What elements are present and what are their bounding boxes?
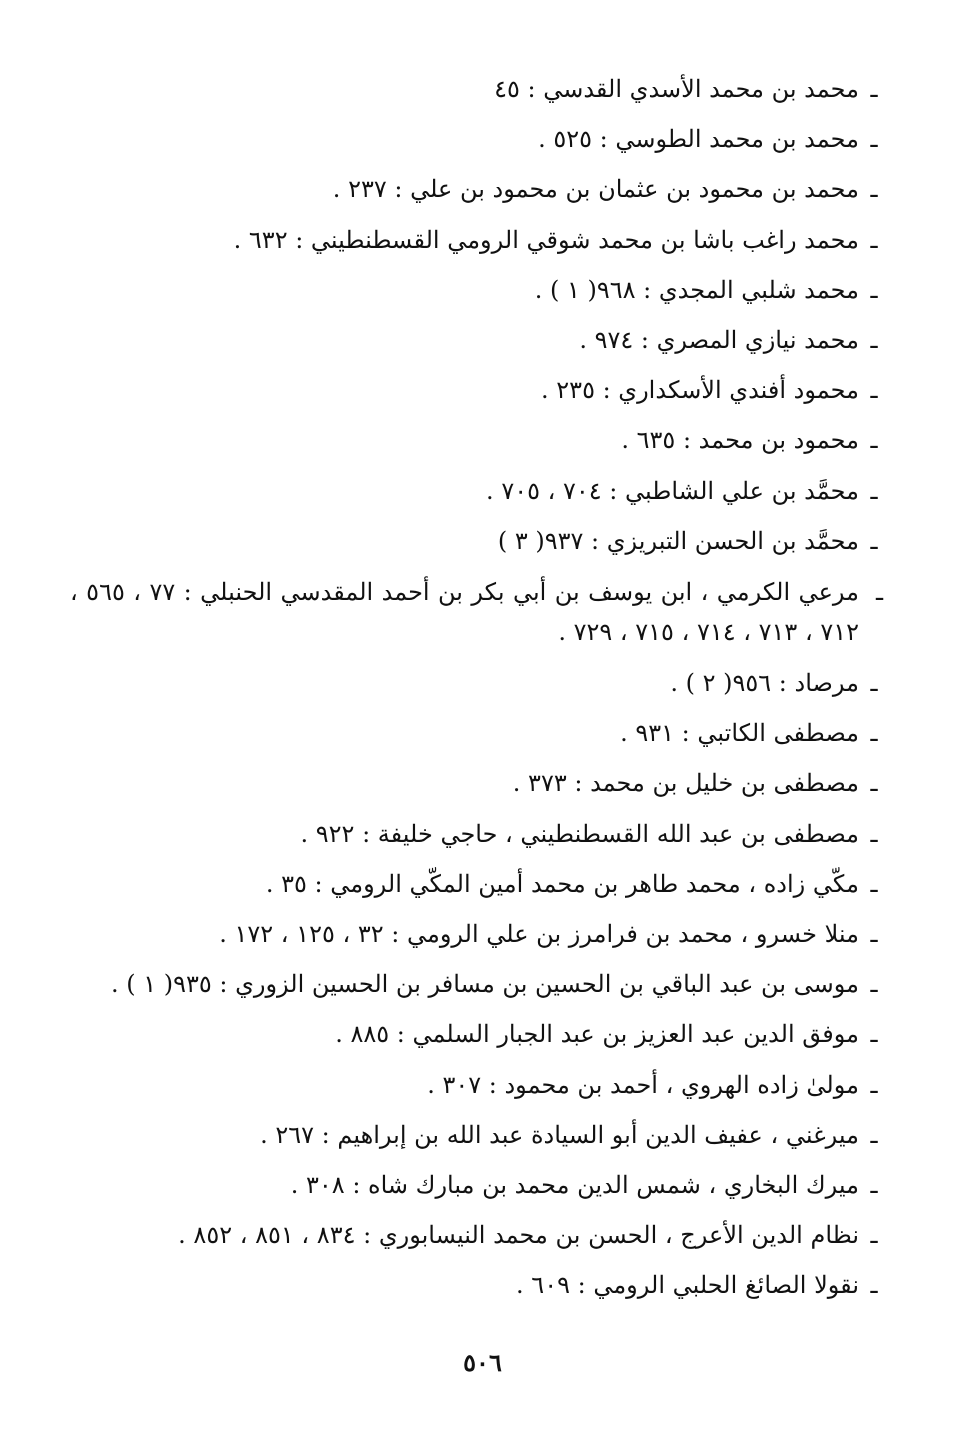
entry-text: محمد راغب باشا بن محمد شوقي الرومي القسطنطيني : ٦٣٢ . bbox=[233, 225, 859, 254]
name-index-list bbox=[70, 70, 883, 1317]
entry-dash: ـ bbox=[870, 225, 878, 254]
entry-text: مصطفى بن عبد الله القسطنطيني ، حاجي خليفة : ٩٢٢ . bbox=[300, 819, 859, 848]
entry-text: محمَّد بن الحسن التبريزي : ٩٣٧( ٣ ) bbox=[497, 526, 859, 555]
entry-dash: ـ bbox=[870, 426, 878, 455]
index-entry bbox=[70, 1266, 883, 1304]
entry-text: نظام الدين الأعرج ، الحسن بن محمد النيسابوري : ٨٣٤ ، ٨٥١ ، ٨٥٢ . bbox=[178, 1221, 859, 1250]
entry-dash: ـ bbox=[875, 577, 883, 606]
entry-dash: ـ bbox=[870, 376, 878, 405]
entry-text: محمد شلبي المجدي : ٩٦٨( ١ ) . bbox=[534, 275, 859, 304]
entry-dash: ـ bbox=[870, 1120, 878, 1149]
index-entry bbox=[70, 421, 883, 459]
entry-dash: ـ bbox=[870, 869, 878, 898]
entry-dash: ـ bbox=[870, 769, 878, 798]
entry-text: ميرغني ، عفيف الدين أبو السيادة عبد الله بن إبراهيم : ٢٦٧ . bbox=[260, 1120, 859, 1149]
entry-text: محمَّد بن علي الشاطبي : ٧٠٤ ، ٧٠٥ . bbox=[486, 476, 859, 505]
entry-text: محمد بن محمد الأسدي القدسي : ٤٥ bbox=[494, 75, 859, 103]
entry-dash: ـ bbox=[870, 325, 878, 354]
index-entry bbox=[70, 1166, 883, 1204]
index-entry bbox=[70, 321, 883, 359]
index-entry bbox=[70, 1066, 883, 1104]
index-entry bbox=[70, 120, 883, 158]
index-entry bbox=[70, 1015, 883, 1053]
entry-text: مكّي زاده ، محمد طاهر بن محمد أمين المكّي الرومي : ٣٥ . bbox=[265, 869, 859, 898]
index-entry bbox=[70, 815, 883, 853]
entry-dash: ـ bbox=[870, 719, 878, 748]
entry-text: مصطفى بن خليل بن محمد : ٣٧٣ . bbox=[512, 769, 859, 798]
index-entry bbox=[70, 572, 883, 652]
entry-dash: ـ bbox=[870, 125, 878, 154]
index-entry bbox=[70, 221, 883, 259]
entry-text: موفق الدين عبد العزيز بن عبد الجبار السلمي : ٨٨٥ . bbox=[335, 1020, 859, 1049]
index-entry bbox=[70, 865, 883, 903]
entry-text: مولىٰ زاده الهروي ، أحمد بن محمود : ٣٠٧ . bbox=[427, 1070, 859, 1099]
entry-dash: ـ bbox=[870, 175, 878, 204]
index-entry bbox=[70, 664, 883, 702]
entry-text: محمد نيازي المصري : ٩٧٤ . bbox=[579, 325, 859, 354]
page-number: ٥٠٦ bbox=[463, 1348, 502, 1377]
index-entry bbox=[70, 371, 883, 409]
index-entry bbox=[70, 70, 883, 108]
entry-text: محمود أفندي الأسكداري : ٢٣٥ . bbox=[541, 376, 859, 405]
entry-text: محمد بن محمد الطوسي : ٥٢٥ . bbox=[538, 125, 859, 154]
entry-dash: ـ bbox=[870, 1271, 878, 1300]
entry-dash: ـ bbox=[870, 1170, 878, 1199]
entry-dash: ـ bbox=[870, 669, 878, 698]
entry-text: نقولا الصائغ الحلبي الرومي : ٦٠٩ . bbox=[516, 1271, 859, 1300]
entry-dash: ـ bbox=[870, 526, 878, 555]
entry-dash: ـ bbox=[870, 920, 878, 948]
index-entry bbox=[70, 1216, 883, 1254]
index-entry bbox=[70, 915, 883, 953]
entry-dash: ـ bbox=[870, 1020, 878, 1049]
entry-text: مصطفى الكاتبي : ٩٣١ . bbox=[620, 719, 859, 748]
entry-text: مرصاد : ٩٥٦( ٢ ) . bbox=[670, 669, 859, 698]
entry-text: منلا خسرو ، محمد بن فرامرز بن علي الرومي : ٣٢ ، ١٢٥ ، ١٧٢ . bbox=[219, 920, 859, 948]
index-entry bbox=[70, 965, 883, 1003]
index-entry bbox=[70, 714, 883, 752]
index-entry bbox=[70, 170, 883, 208]
entry-text: ميرك البخاري ، شمس الدين محمد بن مبارك شاه : ٣٠٨ . bbox=[290, 1170, 859, 1199]
entry-dash: ـ bbox=[870, 75, 878, 103]
index-entry bbox=[70, 472, 883, 510]
index-entry bbox=[70, 764, 883, 802]
entry-text: موسى بن عبد الباقي بن الحسين بن مسافر بن الحسين الزوري : ٩٣٥( ١ ) . bbox=[110, 970, 859, 999]
index-entry bbox=[70, 271, 883, 309]
entry-dash: ـ bbox=[870, 970, 878, 999]
entry-dash: ـ bbox=[870, 1221, 878, 1250]
entry-text: مرعي الكرمي ، ابن يوسف بن أبي بكر بن أحمد المقدسي الحنبلي : ٧٧ ، ٥٦٥ ، ٧١٢ ، ٧١٣ ، ٧١٤ ، ٧١٥ ، ٧٢٩ . bbox=[70, 577, 859, 646]
index-entry bbox=[70, 522, 883, 560]
entry-text: محمد بن محمود بن عثمان بن محمود بن علي : ٢٣٧ . bbox=[332, 175, 859, 204]
entry-dash: ـ bbox=[870, 476, 878, 505]
entry-dash: ـ bbox=[870, 275, 878, 304]
entry-dash: ـ bbox=[870, 1070, 878, 1099]
index-entry bbox=[70, 1116, 883, 1154]
entry-text: محمود بن محمد : ٦٣٥ . bbox=[621, 426, 859, 455]
entry-dash: ـ bbox=[870, 819, 878, 848]
